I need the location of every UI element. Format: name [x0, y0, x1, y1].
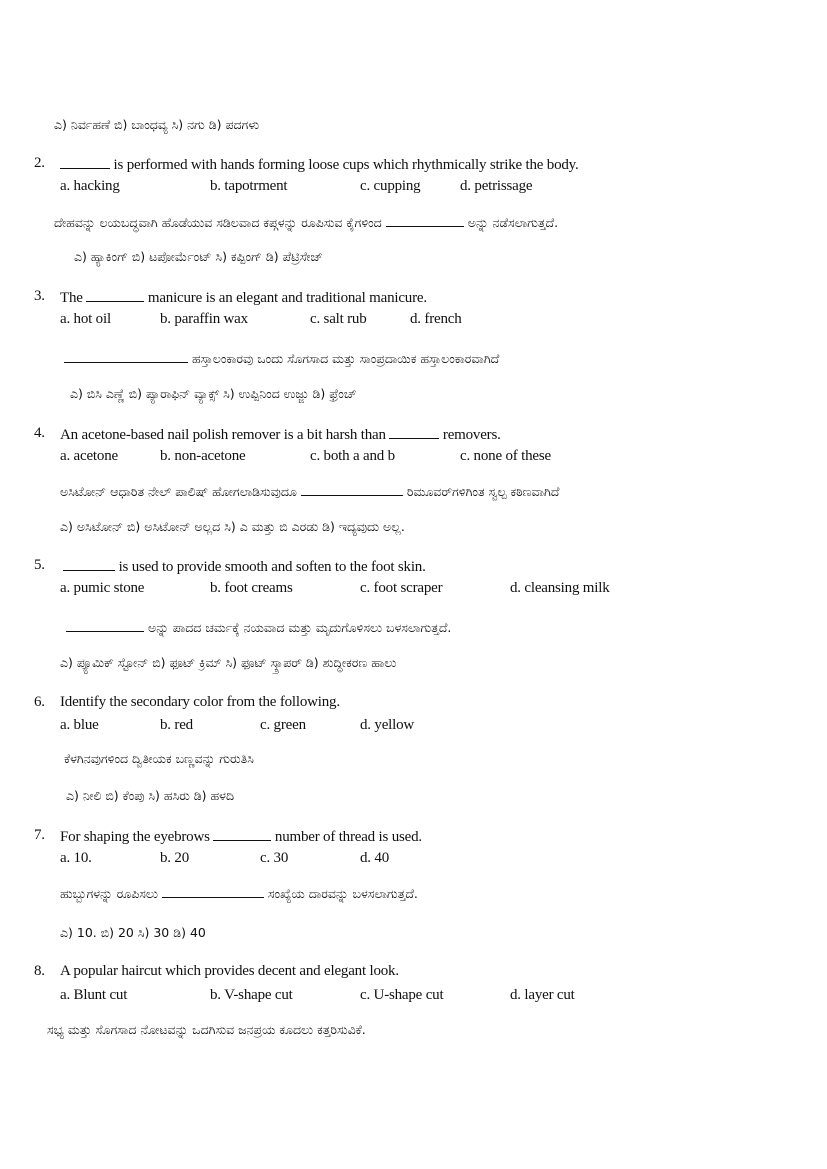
answer-blank	[213, 827, 271, 841]
question-6-text: Identify the secondary color from the following.	[60, 694, 340, 710]
question-8-option-a: a. Blunt cut	[60, 987, 128, 1003]
question-2-option-d: d. petrissage	[460, 178, 533, 194]
question-5-option-c: c. foot scraper	[360, 580, 443, 596]
question-8-option-b: b. V-shape cut	[210, 987, 293, 1003]
question-4-kannada-text: ಅಸಿಟೋನ್ ಆಧಾರಿತ ನೇಲ್ ಪಾಲಿಷ್ ಹೋಗಲಾಡಿಸುವುದೂ ರಿಮೂವರ್‌ಗಳಿಗಿಂತ ಸ್ವಲ್ಪ ಕಠಿಣವಾಗಿದೆ	[60, 484, 560, 499]
question-3-kannada-options: ಎ) ಬಿಸಿ ಎಣ್ಣೆ ಬಿ) ಪ್ಯಾರಾಫಿನ್ ವ್ಯಾಕ್ಸ್ ಸಿ) ಉಪ್ಪಿನಿಂದ ಉಜ್ಜು ಡಿ) ಫ್ರೆಂಚ್	[70, 386, 357, 401]
question-4-option-a: a. acetone	[60, 448, 118, 464]
question-2-option-c: c. cupping	[360, 178, 421, 194]
answer-blank	[389, 425, 439, 439]
question-8-option-c: c. U-shape cut	[360, 987, 444, 1003]
answer-blank	[301, 482, 403, 496]
question-7-text: For shaping the eyebrows number of thread is used.	[60, 829, 422, 845]
question-5-kannada-text: ಅನ್ನು ಪಾದದ ಚರ್ಮಕ್ಕೆ ನಯವಾದ ಮತ್ತು ಮೃದುಗೊಳಿಸಲು ಬಳಸಲಾಗುತ್ತದೆ.	[66, 618, 451, 636]
answer-blank	[386, 213, 464, 227]
question-4-kannada-options: ಎ) ಅಸಿಟೋನ್ ಬಿ) ಅಸಿಟೋನ್ ಅಲ್ಲದ ಸಿ) ಎ ಮತ್ತು ಬಿ ಎರಡು ಡಿ) ಇದ್ಯವುದು ಅಲ್ಲ.	[60, 519, 405, 534]
question-2-option-a: a. hacking	[60, 178, 120, 194]
question-5-number: 5.	[34, 557, 45, 573]
question-3-option-c: c. salt rub	[310, 311, 367, 327]
question-3-number: 3.	[34, 288, 45, 304]
question-7-option-c: c. 30	[260, 850, 289, 866]
question-7-number: 7.	[34, 827, 45, 843]
question-7-kannada-options: ಎ) 10. ಬಿ) 20 ಸಿ) 30 ಡಿ) 40	[60, 925, 206, 940]
question-6-kannada-text: ಕೆಳಗಿನವುಗಳಿಂದ ದ್ವಿತೀಯಕ ಬಣ್ಣವನ್ನು ಗುರುತಿಸಿ	[64, 751, 254, 766]
question-8-kannada-text: ಸಭ್ಯ ಮತ್ತು ಸೊಗಸಾದ ನೋಟವನ್ನು ಒದಗಿಸುವ ಜನಪ್ರಯ ಕೂದಲು ಕತ್ತರಿಸುವಿಕೆ.	[47, 1022, 366, 1037]
question-4-number: 4.	[34, 425, 45, 441]
question-4-text: An acetone-based nail polish remover is a bit harsh than removers.	[60, 427, 501, 443]
question-2-text: is performed with hands forming loose cups which rhythmically strike the body.	[60, 155, 579, 174]
question-2-number: 2.	[34, 155, 45, 171]
question-2-kannada-text: ದೇಹವನ್ನು ಲಯಬದ್ಧವಾಗಿ ಹೊಡೆಯುವ ಸಡಿಲವಾದ ಕಪ್ಗಳನ್ನು ರೂಪಿಸುವ ಕೈಗಳಿಂದ ಅನ್ನು ನಡೆಸಲಾಗುತ್ತದೆ.	[54, 215, 559, 230]
question-4-option-c: c. both a and b	[310, 448, 395, 464]
question-2-kannada-options: ಎ) ಹ್ಯಾಕಿಂಗ್ ಬಿ) ಟಪೋರ್ಮೆಂಟ್ ಸಿ) ಕಪ್ಪಿಂಗ್ ಡಿ) ಪೆಟ್ರಿಸೇಜ್	[74, 249, 323, 264]
question-3-option-a: a. hot oil	[60, 311, 111, 327]
answer-blank	[64, 349, 188, 363]
answer-blank	[63, 557, 115, 571]
question-5-option-a: a. pumic stone	[60, 580, 145, 596]
question-7-option-a: a. 10.	[60, 850, 92, 866]
question-5-option-b: b. foot creams	[210, 580, 293, 596]
question-6-number: 6.	[34, 694, 45, 710]
prev-question-kannada-options: ಎ) ನಿರ್ವಹಣೆ ಬಿ) ಬಾಂಧವ್ಯ ಸಿ) ನಗು ಡಿ) ಪದಗಳು	[54, 117, 260, 132]
question-6-kannada-options: ಎ) ನೀಲಿ ಬಿ) ಕೆಂಪು ಸಿ) ಹಸಿರು ಡಿ) ಹಳದಿ	[66, 788, 235, 803]
answer-blank	[86, 288, 144, 302]
question-3-option-d: d. french	[410, 311, 462, 327]
question-6-option-d: d. yellow	[360, 717, 415, 733]
question-7-option-d: d. 40	[360, 850, 390, 866]
question-8-option-d: d. layer cut	[510, 987, 575, 1003]
answer-blank	[60, 155, 110, 169]
question-7-option-b: b. 20	[160, 850, 190, 866]
question-3-kannada-text: ಹಸ್ತಾಲಂಕಾರವು ಒಂದು ಸೊಗಸಾದ ಮತ್ತು ಸಾಂಪ್ರದಾಯಿಕ ಹಸ್ತಾಲಂಕಾರವಾಗಿದೆ	[64, 349, 499, 367]
question-4-option-d: c. none of these	[460, 448, 551, 464]
question-3-option-b: b. paraffin wax	[160, 311, 248, 327]
question-2-option-b: b. tapotrment	[210, 178, 288, 194]
answer-blank	[66, 618, 144, 632]
question-6-option-c: c. green	[260, 717, 306, 733]
question-6-option-b: b. red	[160, 717, 193, 733]
question-5-kannada-options: ಎ) ಪ್ಯೂಮಿಕ್ ಸ್ಟೋನ್ ಬಿ) ಫೂಟ್ ಕ್ರಿಮ್ ಸಿ) ಫೂಟ್ ಸ್ಕ್ರಾಪರ್ ಡಿ) ಶುದ್ಧೀಕರಣ ಹಾಲು	[60, 655, 397, 670]
question-8-number: 8.	[34, 963, 45, 979]
question-6-option-a: a. blue	[60, 717, 99, 733]
question-5-option-d: d. cleansing milk	[510, 580, 610, 596]
question-3-text: The manicure is an elegant and traditional manicure.	[60, 290, 427, 306]
answer-blank	[162, 884, 264, 898]
question-4-option-b: b. non-acetone	[160, 448, 246, 464]
question-5-text: is used to provide smooth and soften to the foot skin.	[63, 557, 426, 576]
question-7-kannada-text: ಹುಬ್ಬುಗಳನ್ನು ರೂಪಿಸಲು ಸಂಖ್ಯೆಯ ದಾರವನ್ನು ಬಳಸಲಾಗುತ್ತದೆ.	[60, 886, 418, 901]
question-8-text: A popular haircut which provides decent and elegant look.	[60, 963, 399, 979]
